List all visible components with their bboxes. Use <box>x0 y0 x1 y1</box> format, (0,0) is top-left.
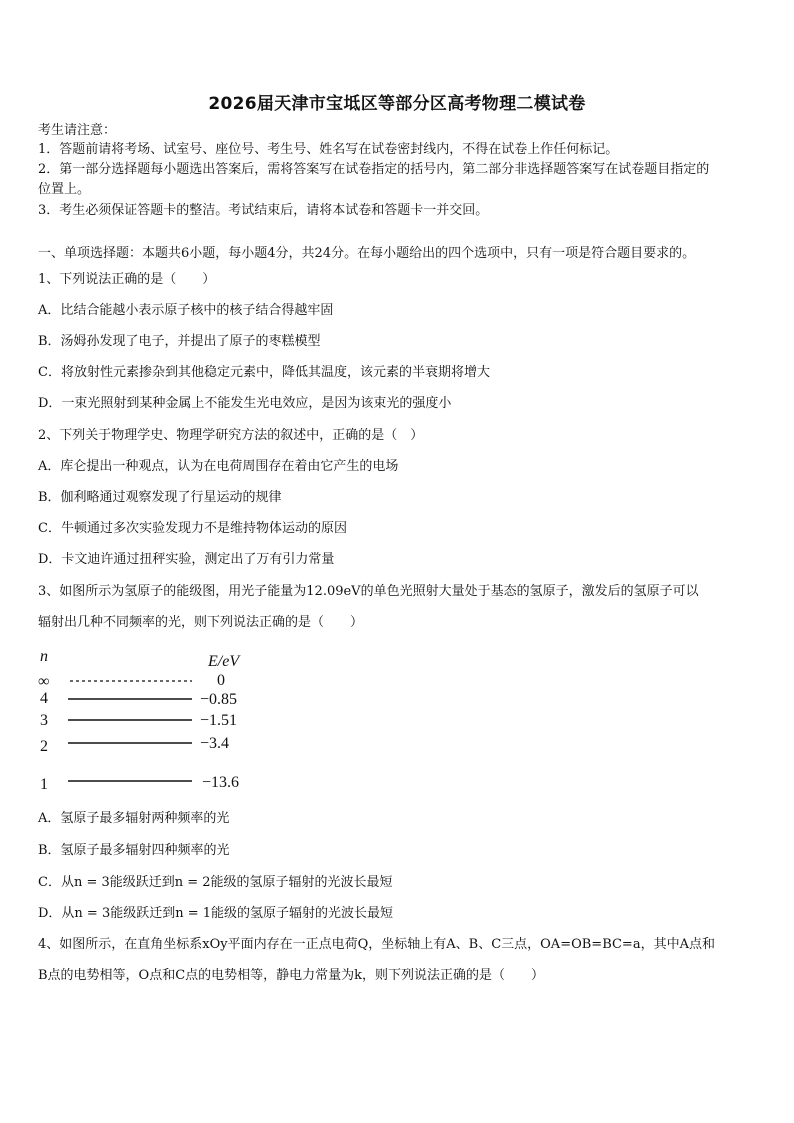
notice-item-2: 2．第一部分选择题每小题选出答案后，需将答案写在试卷指定的括号内，第二部分非选择题答案写在试卷题目指定的 <box>38 162 710 177</box>
level-energy-inf: 0 <box>217 672 225 689</box>
level-n-inf: ∞ <box>38 673 50 690</box>
q2-option-a: A．库仑提出一种观点，认为在电荷周围存在着由它产生的电场 <box>38 459 399 474</box>
energy-axis-label: E/eV <box>208 653 240 670</box>
q3-stem-line1: 3、如图所示为氢原子的能级图，用光子能量为12.09eV的单色光照射大量处于基态的氢原子，激发后的氢原子可以 <box>38 584 699 599</box>
exam-title: 2026届天津市宝坻区等部分区高考物理二模试卷 <box>208 94 586 114</box>
q2-option-d: D．卡文迪许通过扭秤实验，测定出了万有引力常量 <box>38 552 335 567</box>
level-n-4: 4 <box>40 690 48 707</box>
q3-option-d: D．从n = 3能级跃迁到n = 1能级的氢原子辐射的光波长最短 <box>38 906 394 921</box>
level-n-1: 1 <box>40 776 48 793</box>
q1-option-a: A．比结合能越小表示原子核中的核子结合得越牢固 <box>38 303 334 318</box>
level-energy-1: −13.6 <box>202 774 240 791</box>
q3-option-b: B．氢原子最多辐射四种频率的光 <box>38 843 230 858</box>
q1-option-d: D．一束光照射到某种金属上不能发生光电效应，是因为该束光的强度小 <box>38 396 452 411</box>
level-energy-4: −0.85 <box>200 691 238 708</box>
level-n-2: 2 <box>40 738 48 755</box>
q3-option-c: C．从n = 3能级跃迁到n = 2能级的氢原子辐射的光波长最短 <box>38 875 393 890</box>
q3-stem-line2: 辐射出几种不同频率的光，则下列说法正确的是（ ） <box>38 615 364 630</box>
level-n-3: 3 <box>40 712 48 729</box>
q4-stem-line2: B点的电势相等，O点和C点的电势相等，静电力常量为k，则下列说法正确的是（ ） <box>38 968 545 983</box>
q1-option-c: C．将放射性元素掺杂到其他稳定元素中，降低其温度，该元素的半衰期将增大 <box>38 365 490 380</box>
q2-option-c: C．牛顿通过多次实验发现力不是维持物体运动的原因 <box>38 521 347 536</box>
notice-item-3: 3．考生必须保证答题卡的整洁。考试结束后，请将本试卷和答题卡一并交回。 <box>38 203 489 218</box>
notice-heading: 考生请注意： <box>38 123 117 138</box>
notice-item-2-cont: 位置上。 <box>38 182 91 197</box>
q4-stem-line1: 4、如图所示，在直角坐标系xOy平面内存在一正点电荷Q，坐标轴上有A、B、C三点，OA=OB=BC=a，其中A点和 <box>38 937 715 952</box>
q2-stem: 2、下列关于物理学史、物理学研究方法的叙述中，正确的是（ ） <box>38 428 424 443</box>
q3-option-a: A．氢原子最多辐射两种频率的光 <box>38 811 230 826</box>
q1-option-b: B．汤姆孙发现了电子，并提出了原子的枣糕模型 <box>38 334 321 349</box>
level-energy-3: −1.51 <box>200 712 238 729</box>
q1-stem: 1、下列说法正确的是（ ） <box>38 272 216 287</box>
energy-level-diagram <box>36 648 266 798</box>
q2-option-b: B．伽利略通过观察发现了行星运动的规律 <box>38 490 282 505</box>
n-axis-label: n <box>40 648 48 665</box>
level-energy-2: −3.4 <box>200 735 230 752</box>
section-heading: 一、单项选择题：本题共6小题，每小题4分，共24分。在每小题给出的四个选项中，只有一项是符合题目要求的。 <box>38 246 696 261</box>
notice-item-1: 1．答题前请将考场、试室号、座位号、考生号、姓名写在试卷密封线内，不得在试卷上作任何标记。 <box>38 142 619 157</box>
